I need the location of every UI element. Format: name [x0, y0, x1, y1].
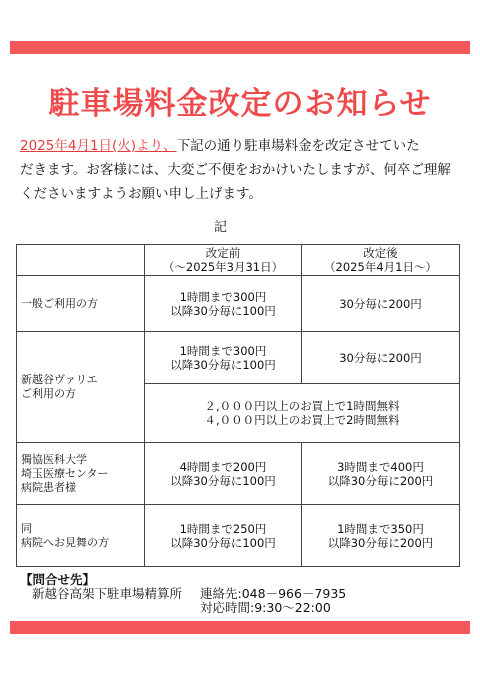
fee-line: 4時間まで200円 [179, 459, 267, 474]
contact-phone: 連絡先:048－966－7935 [200, 586, 347, 601]
table-row [17, 443, 460, 505]
before-fee-cell [145, 443, 302, 505]
fee-line: 以降30分毎に200円 [327, 535, 434, 550]
fee-line: 以降30分毎に100円 [170, 473, 276, 488]
header-after [302, 245, 460, 276]
discount-line: ４,０００円以上のお買上で2時間無料 [204, 413, 400, 427]
table-row [17, 276, 460, 332]
row-label-text: 一般ご利用の方 [21, 296, 98, 310]
row-label-text: 新越谷ヴァリエ [21, 373, 98, 386]
row-label-text: 病院へお見舞の方 [21, 535, 109, 549]
fee-line: 1時間まで350円 [337, 521, 424, 536]
header-after-title: 改定後 [363, 246, 398, 260]
fee-line: 30分毎に200円 [339, 350, 422, 365]
fee-line: 3時間まで400円 [337, 459, 424, 474]
row-label [17, 505, 145, 567]
before-fee-cell [145, 332, 302, 384]
fee-line: 以降30分毎に100円 [170, 357, 276, 372]
row-label-text: ご利用の方 [21, 387, 76, 400]
table-row [17, 332, 460, 384]
intro-line-3: くださいますようお願い申し上げます。 [20, 186, 262, 202]
header-after-period: （2025年4月1日～） [324, 260, 437, 274]
after-fee-cell [302, 276, 460, 332]
ki-mark: 記 [214, 220, 228, 235]
after-fee-cell [302, 443, 460, 505]
row-label-text: 病院患者様 [21, 480, 76, 494]
row-label-text: 同 [21, 521, 32, 535]
fee-line: 1時間まで300円 [179, 343, 267, 358]
contact-heading: 【問合せ先】 [20, 572, 96, 587]
header-before [145, 245, 302, 276]
row-label-text: 埼玉医療センター [21, 466, 109, 480]
fee-line: 1時間まで250円 [179, 521, 267, 536]
intro-line-2: だきます。お客様には、大変ご不便をおかけいたしますが、何卒ご理解 [20, 162, 451, 178]
contact-details [200, 587, 346, 615]
intro-line-1-text: 下記の通り駐車場料金を改定させていた [176, 138, 420, 154]
fee-table [16, 244, 460, 567]
intro-line-1 [20, 134, 460, 158]
fee-line: 以降30分毎に100円 [170, 303, 276, 318]
bottom-accent-bar [10, 621, 470, 634]
header-before-period: （～2025年3月31日） [162, 260, 284, 274]
header-empty-cell [17, 245, 145, 276]
discount-line: ２,０００円以上のお買上で1時間無料 [204, 399, 400, 413]
discount-cell [145, 384, 460, 443]
table-header-row [17, 245, 460, 276]
fee-line: 以降30分毎に100円 [170, 535, 276, 550]
intro-paragraph [20, 134, 460, 206]
fee-line: 30分毎に200円 [339, 296, 422, 311]
contact-hours: 対応時間:9:30～22:00 [200, 600, 331, 615]
effective-date: 2025年4月1日(火)より、 [20, 138, 177, 154]
after-fee-cell [302, 505, 460, 567]
before-fee-cell [145, 276, 302, 332]
page-title: 駐車場料金改定のお知らせ [48, 86, 432, 122]
header-before-title: 改定前 [205, 246, 241, 260]
fee-line: 1時間まで300円 [179, 289, 267, 304]
table-row [17, 505, 460, 567]
contact-office: 新越谷高架下駐車場精算所 [32, 586, 183, 601]
after-fee-cell [302, 332, 460, 384]
row-label [17, 276, 145, 332]
row-label [17, 332, 145, 443]
contact-block [20, 573, 182, 601]
row-label [17, 443, 145, 505]
fee-line: 以降30分毎に200円 [327, 473, 434, 488]
before-fee-cell [145, 505, 302, 567]
top-accent-bar [10, 41, 470, 54]
row-label-text: 獨協医科大学 [21, 452, 87, 466]
